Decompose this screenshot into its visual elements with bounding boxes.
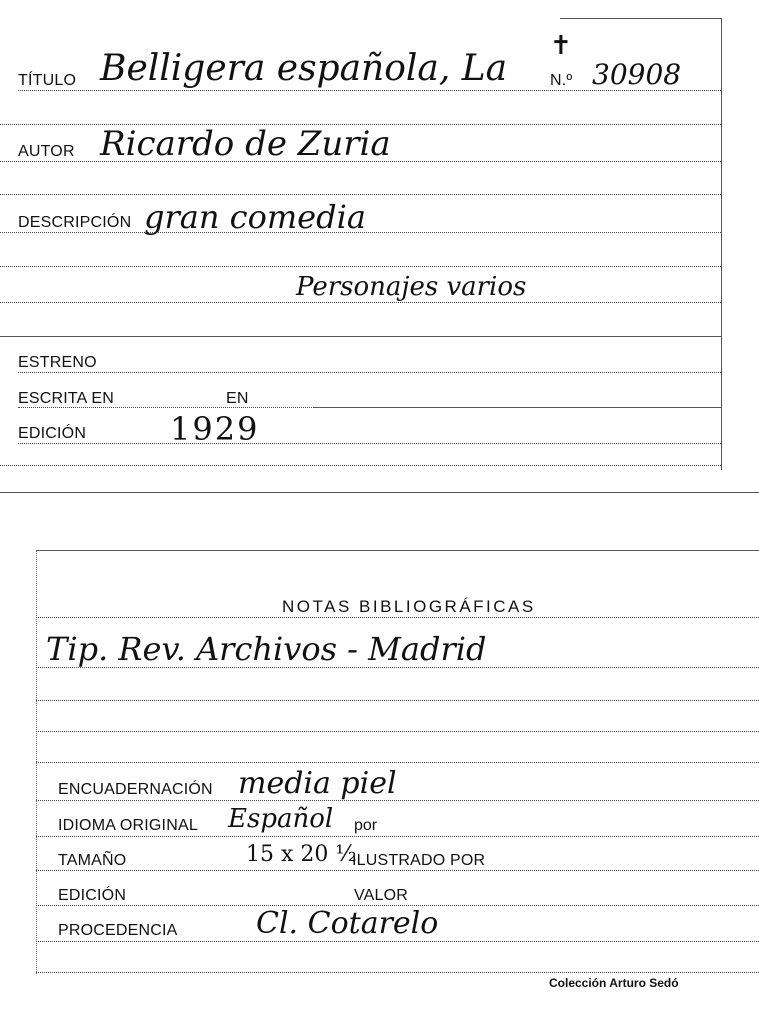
ruled-line bbox=[0, 465, 721, 466]
numero-value: 30908 bbox=[592, 58, 682, 91]
collection-footer: Colección Arturo Sedó bbox=[549, 976, 679, 990]
ruled-line bbox=[36, 972, 759, 973]
ruled-line bbox=[0, 302, 721, 303]
ruled-line bbox=[0, 194, 721, 195]
autor-line bbox=[0, 161, 721, 162]
numero-label: N.º bbox=[550, 72, 573, 89]
titulo-line bbox=[18, 90, 721, 91]
encuadernacion-label: ENCUADERNACIÓN bbox=[58, 781, 213, 798]
ruled-line bbox=[36, 762, 759, 763]
cross-mark: ✝ bbox=[550, 30, 572, 60]
section-divider bbox=[0, 336, 721, 337]
procedencia-label: PROCEDENCIA bbox=[58, 922, 178, 939]
ruled-line bbox=[0, 266, 721, 267]
descripcion-value: gran comedia bbox=[144, 198, 366, 236]
edicion-line bbox=[18, 443, 721, 444]
tamano-line bbox=[36, 870, 759, 871]
notas-value: Tip. Rev. Archivos - Madrid bbox=[46, 630, 487, 668]
notas-heading-line bbox=[36, 617, 759, 618]
ilustrado-label: ILUSTRADO POR bbox=[352, 852, 486, 869]
escrita-en-line-right bbox=[314, 407, 721, 408]
card-separator bbox=[0, 492, 759, 493]
notas-heading: NOTAS BIBLIOGRÁFICAS bbox=[282, 597, 536, 616]
autor-label: AUTOR bbox=[18, 143, 75, 160]
idioma-label: IDIOMA ORIGINAL bbox=[58, 817, 198, 834]
top-card-top-border bbox=[560, 18, 722, 19]
titulo-value: Belligera española, La bbox=[100, 48, 508, 89]
estreno-label: ESTRENO bbox=[18, 354, 97, 371]
idioma-value: Español bbox=[228, 804, 334, 834]
descripcion-label: DESCRIPCIÓN bbox=[18, 214, 132, 231]
por-label: por bbox=[354, 817, 378, 834]
encuadernacion-value: media piel bbox=[238, 766, 397, 801]
valor-label: VALOR bbox=[354, 887, 409, 904]
edicion-value: 1929 bbox=[170, 410, 260, 448]
edicion-label: EDICIÓN bbox=[18, 425, 87, 442]
procedencia-line bbox=[36, 941, 759, 942]
tamano-label: TAMAÑO bbox=[58, 852, 127, 869]
edicion-bottom-label: EDICIÓN bbox=[58, 887, 127, 904]
tamano-value: 15 x 20 ½ bbox=[246, 842, 357, 867]
titulo-label: TÍTULO bbox=[18, 72, 77, 89]
ruled-line bbox=[36, 700, 759, 701]
bottom-card-top-border bbox=[36, 550, 759, 551]
escrita-en-line bbox=[18, 407, 314, 408]
idioma-line bbox=[36, 836, 759, 837]
en-label: EN bbox=[226, 390, 249, 407]
ruled-line bbox=[36, 731, 759, 732]
escrita-en-label: ESCRITA EN bbox=[18, 390, 114, 407]
procedencia-value: Cl. Cotarelo bbox=[256, 906, 439, 941]
autor-value: Ricardo de Zuria bbox=[100, 124, 391, 164]
top-card-right-border bbox=[721, 18, 722, 470]
encuadernacion-line bbox=[36, 800, 759, 801]
descripcion-line bbox=[0, 232, 721, 233]
ruled-line bbox=[36, 667, 759, 668]
personajes-value: Personajes varios bbox=[296, 272, 527, 302]
estreno-line bbox=[18, 372, 721, 373]
